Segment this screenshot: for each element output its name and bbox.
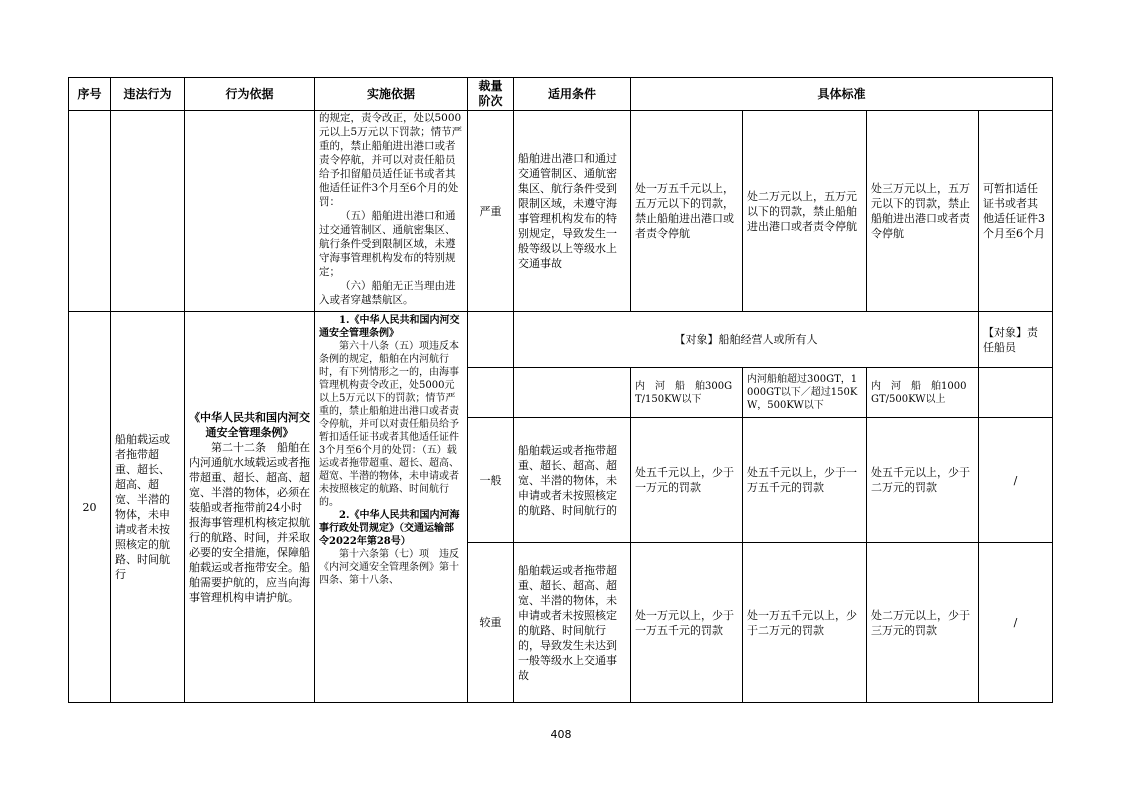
header-row — [69, 78, 1053, 111]
row20-impl-body-2: 第十六条第（七）项 违反《内河交通安全管理条例》第十四条、第十八条、 — [319, 549, 459, 586]
prev-impl-text-a: 的规定，责令改正，处以5000元以上5万元以下罚款；情节严重的，禁止船舶进出港口或者责令停航，并可以对责任船员给予扣留船员适任证书或者其他适任证件3个月至6个月的处罚： — [319, 112, 463, 208]
general-standard-4: / — [979, 418, 1053, 543]
general-condition: 船舶载运或者拖带超重、超长、超高、超宽、半潜的物体，未申请或者未按照核定的航路、时间航行的 — [514, 418, 631, 543]
prev-level: 严重 — [468, 111, 514, 312]
header-basis: 行为依据 — [185, 78, 315, 111]
header-violation: 违法行为 — [111, 78, 185, 111]
prev-standard-4: 可暂扣适任证书或者其他适任证件3个月至6个月 — [979, 111, 1053, 312]
heavier-standard-4: / — [979, 543, 1053, 703]
prev-standard-2: 处二万元以上，五万元以下的罚款，禁止船舶进出港口或者责令停航 — [743, 111, 867, 312]
tonnage-level-cell — [468, 368, 514, 418]
prev-impl-text-c: （六）船舶无正当理由进入或者穿越禁航区。 — [319, 280, 456, 306]
prev-condition: 船舶进出港口和通过交通管制区、通航密集区、航行条件受到限制区域，未遵守海事管理机构发布的特别规定，导致发生一般等级以上等级水上交通事故 — [514, 111, 631, 312]
general-level: 一般 — [468, 418, 514, 543]
heavier-standard-3: 处二万元以上，少于三万元的罚款 — [867, 543, 979, 703]
table-row-target — [69, 312, 1053, 368]
header-seq: 序号 — [69, 78, 111, 111]
prev-impl-cell — [315, 111, 468, 312]
penalty-standard-table — [68, 77, 1053, 703]
row20-tonnage-1: 内 河 船 舶300GT/150KW以下 — [631, 368, 743, 418]
general-standard-3: 处五千元以上，少于二万元的罚款 — [867, 418, 979, 543]
target-level-cell — [468, 312, 514, 368]
row20-impl-cell — [315, 312, 468, 703]
general-standard-1: 处五千元以上，少于一万元的罚款 — [631, 418, 743, 543]
row20-tonnage-3: 内 河 船 舶1000GT/500KW以上 — [867, 368, 979, 418]
general-standard-2: 处五千元以上，少于一万五千元的罚款 — [743, 418, 867, 543]
header-condition: 适用条件 — [514, 78, 631, 111]
page-number: 408 — [550, 728, 572, 741]
row20-seq: 20 — [69, 312, 111, 703]
row20-violation: 船舶载运或者拖带超重、超长、超高、超宽、半潜的物体，未申请或者未按照核定的航路、时间航行 — [111, 312, 185, 703]
row20-target-b: 【对象】责任船员 — [979, 312, 1053, 368]
header-impl: 实施依据 — [315, 78, 468, 111]
heavier-standard-2: 处一万五千元以上，少于二万元的罚款 — [743, 543, 867, 703]
tonnage-extra-cell — [979, 368, 1053, 418]
row20-basis-cell — [185, 312, 315, 703]
prev-standard-1: 处一万五千元以上，五万元以下的罚款，禁止船舶进出港口或者责令停航 — [631, 111, 743, 312]
row20-impl-body-1: 第六十八条（五）项违反本条例的规定，船舶在内河航行时，有下列情形之一的，由海事管理机构责令改正，处5000元以上5万元以下的罚款；情节严重的，禁止船舶进出港口或者责令停航，并可以对责任船员给予暂扣适任证书或者其他适任证件3个月至6个月的处罚：（五）载运或者拖带超重、超长、超高、超宽、半潜的物体，未申请或者未按照核定的航路、时间航行的。 — [319, 341, 459, 508]
row20-tonnage-2: 内河船舶超过300GT，1000GT以下／超过150KW，500KW以下 — [743, 368, 867, 418]
row20-basis-body: 第二十二条 船舶在内河通航水域载运或者拖带超重、超长、超高、超宽、半潜的物体，必须在装船或者拖带前24小时报海事管理机构核定拟航行的航路、时间，并采取必要的安全措施，保障船舶载运或者拖带安全。船舶需要护航的，应当向海事管理机构申请护航。 — [189, 440, 310, 604]
table-row-previous — [69, 111, 1053, 312]
prev-basis-cell — [185, 111, 315, 312]
heavier-condition: 船舶载运或者拖带超重、超长、超高、超宽、半潜的物体，未申请或者未按照核定的航路、时间航行的，导致发生未达到一般等级水上交通事故 — [514, 543, 631, 703]
prev-standard-3: 处三万元以上，五万元以下的罚款，禁止船舶进出港口或者责令停航 — [867, 111, 979, 312]
prev-seq-cell — [69, 111, 111, 312]
prev-violation-cell — [111, 111, 185, 312]
prev-impl-text-b: （五）船舶进出港口和通过交通管制区、通航密集区、航行条件受到限制区域，未遵守海事管理机构发布的特别规定； — [319, 210, 456, 278]
row20-impl-title-1: 1.《中华人民共和国内河交通安全管理条例》 — [319, 315, 460, 339]
row20-basis-title: 《中华人民共和国内河交通安全管理条例》 — [189, 410, 310, 439]
row20-impl-title-2: 2.《中华人民共和国内河海事行政处罚规定》（交通运输部令2022年第28号） — [319, 510, 460, 547]
tonnage-condition-cell — [514, 368, 631, 418]
heavier-standard-1: 处一万元以上，少于一万五千元的罚款 — [631, 543, 743, 703]
header-standard: 具体标准 — [631, 78, 1053, 111]
heavier-level: 较重 — [468, 543, 514, 703]
header-level: 裁量 阶次 — [468, 78, 514, 111]
row20-target-a: 【对象】船舶经营人或所有人 — [514, 312, 979, 368]
